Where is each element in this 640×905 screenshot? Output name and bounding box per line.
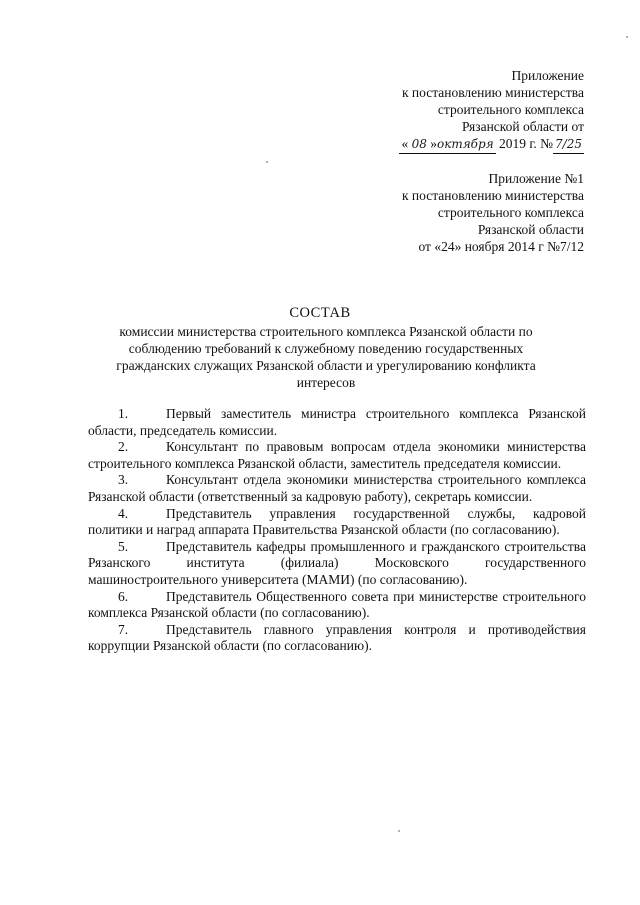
appendix-original	[402, 170, 584, 255]
member-text: Представитель управления государственной службы, кадровой политики и наград аппарата Правительства Рязанской области (по согласованию).	[88, 505, 586, 538]
appendix-original-line3: строительного комплекса	[437, 205, 584, 220]
members-list	[88, 406, 586, 655]
scan-speck	[398, 830, 400, 832]
subtitle-line3: гражданских служащих Рязанской области и урегулированию конфликта	[116, 358, 536, 373]
subtitle-line4: интересов	[296, 375, 356, 390]
member-text: Представитель главного управления контроля и противодействия коррупции Рязанской области (по согласованию).	[88, 621, 586, 654]
appendix-header-line3: строительного комплекса	[437, 102, 584, 117]
list-item	[88, 506, 586, 539]
appendix-original-line5: от «24» ноября 2014 г №7/12	[418, 239, 584, 254]
handwritten-day: 08	[411, 137, 427, 151]
member-text: Первый заместитель министра строительного комплекса Рязанской области, председатель комиссии.	[88, 406, 586, 438]
member-number: 3.	[118, 472, 129, 488]
handwritten-month: октября	[436, 137, 494, 151]
member-number: 1.	[118, 406, 129, 421]
list-item	[88, 539, 586, 589]
member-number: 5.	[118, 538, 129, 554]
appendix-original-line1: Приложение №1	[488, 171, 584, 186]
list-item	[88, 589, 586, 622]
appendix-date-line	[399, 135, 584, 154]
member-number: 2.	[118, 439, 129, 455]
appendix-header	[399, 67, 584, 154]
appendix-original-line2: к постановлению министерства	[401, 188, 584, 203]
member-number: 6.	[118, 588, 129, 604]
member-text: Представитель кафедры промышленного и гражданского строительства Рязанского института (филиала) Московского государственного машиностроительного университета (МАМИ) (по согласованию).	[88, 538, 586, 587]
date-year-number-label: 2019 г. №	[499, 136, 554, 151]
subtitle-line1: комиссии министерства строительного комплекса Рязанской области по	[119, 324, 533, 339]
appendix-header-line1: Приложение	[511, 68, 584, 83]
list-item	[88, 406, 586, 439]
document-title: СОСТАВ	[289, 305, 351, 321]
subtitle-line2: соблюдению требований к служебному поведению государственных	[128, 341, 524, 356]
member-text: Представитель Общественного совета при министерстве строительного комплекса Рязанской области (по согласованию).	[88, 588, 586, 621]
handwritten-number: 7/25	[553, 136, 584, 154]
scan-speck	[266, 161, 268, 163]
list-item	[88, 439, 586, 472]
list-item	[88, 622, 586, 655]
list-item	[88, 472, 586, 505]
appendix-header-line2: к постановлению министерства	[401, 85, 584, 100]
member-text: Консультант по правовым вопросам отдела экономики министерства строительного комплекса Рязанской области, заместитель председателя комиссии.	[88, 439, 586, 471]
member-text: Консультант отдела экономики министерства строительного комплекса Рязанской области (ответственный за кадровую работу), секретарь комиссии.	[88, 472, 586, 504]
member-number: 4.	[118, 505, 129, 521]
appendix-header-line4: Рязанской области от	[462, 119, 584, 134]
member-number: 7.	[118, 621, 129, 637]
date-day-field: « 08 »октября	[399, 135, 495, 154]
document-subtitle	[96, 323, 556, 391]
appendix-original-line4: Рязанской области	[477, 222, 584, 237]
scan-speck	[626, 36, 628, 38]
